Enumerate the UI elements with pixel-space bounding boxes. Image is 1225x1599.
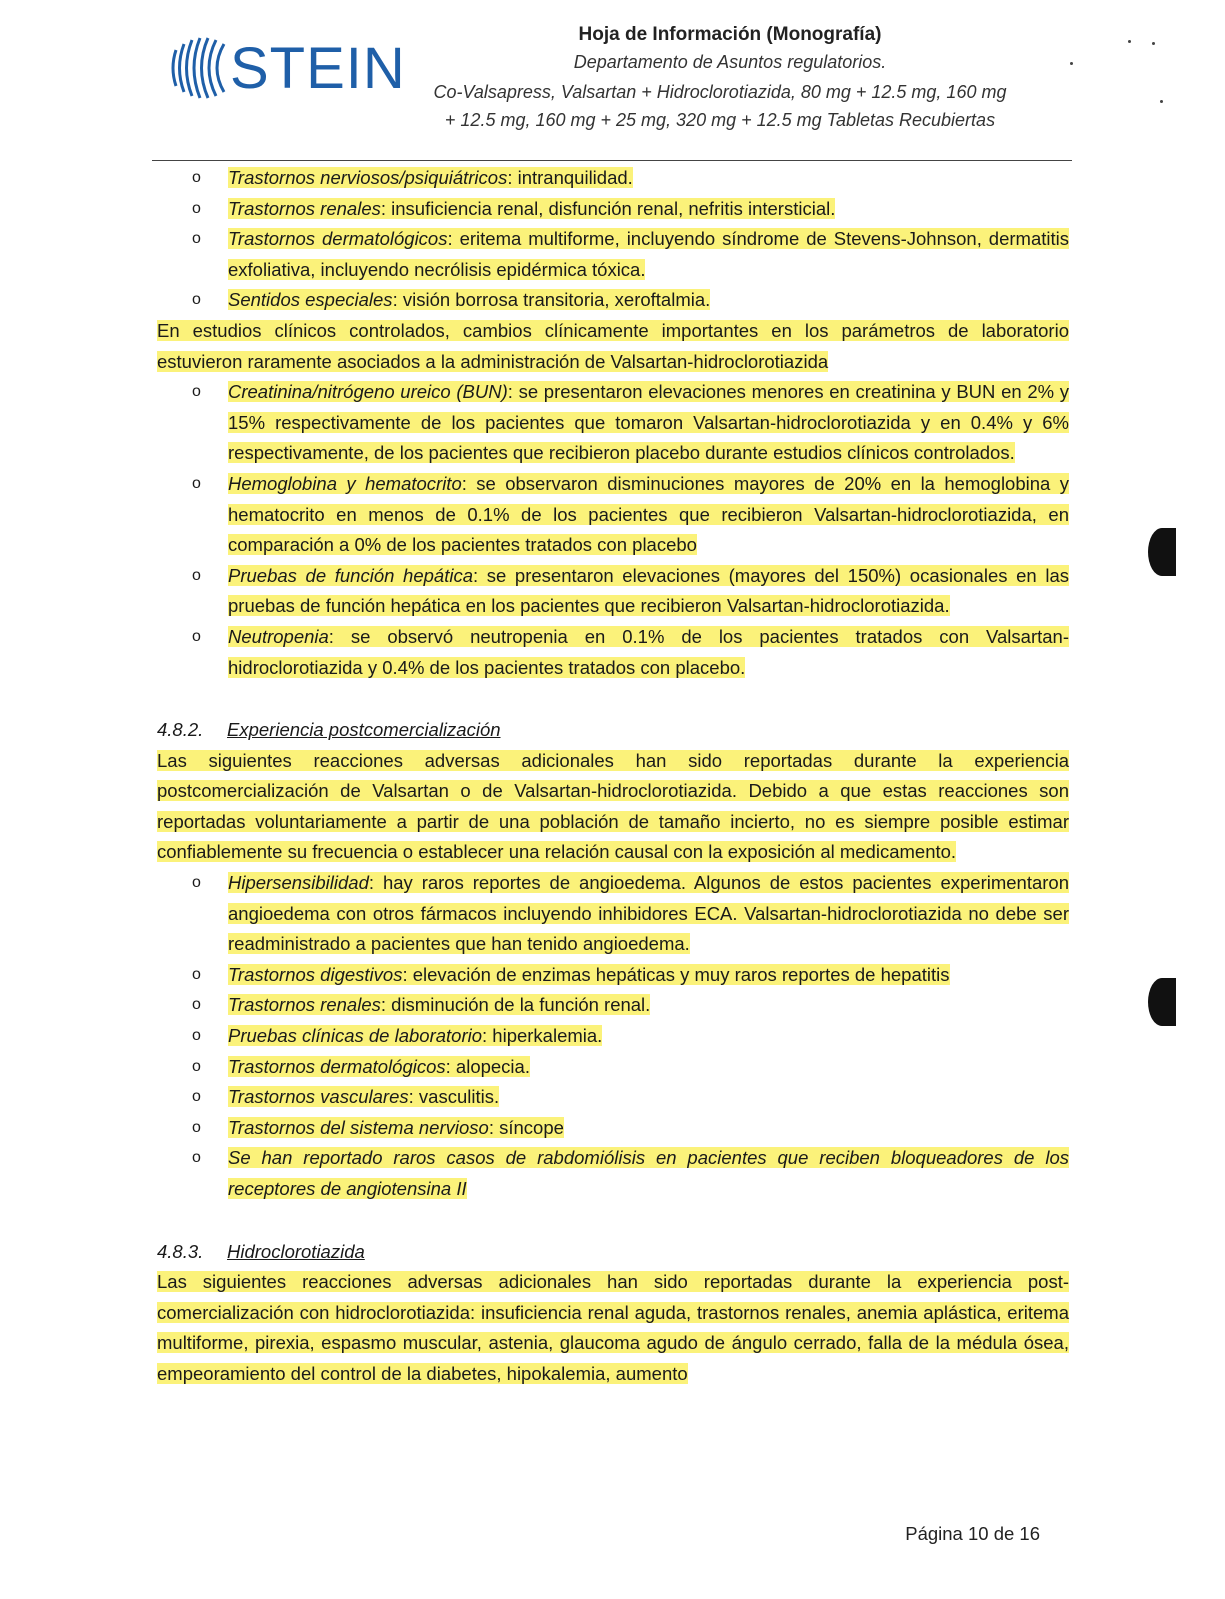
bullet-icon: o xyxy=(192,199,201,217)
product-description xyxy=(400,78,1040,134)
item-text: : se presentaron elevaciones (mayores del 150%) ocasionales en las pruebas de función hepática en los pacientes que recibieron Valsartan-hidroclorotiazida. xyxy=(228,564,1069,617)
item-text: : alopecia. xyxy=(445,1055,530,1077)
header-divider xyxy=(152,160,1072,161)
bullet-icon: o xyxy=(192,566,201,584)
list-item xyxy=(157,561,1069,622)
list-item xyxy=(157,868,1069,960)
lab-intro-paragraph: En estudios clínicos controlados, cambios clínicamente importantes en los parámetros de laboratorio estuvieron raramente asociados a la administración de Valsartan-hidroclorotiazida xyxy=(157,319,1069,372)
bullet-icon: o xyxy=(192,383,201,401)
item-text: : insuficiencia renal, disfunción renal, nefritis intersticial. xyxy=(380,197,836,219)
item-term: Pruebas de función hepática xyxy=(228,564,473,586)
list-item xyxy=(157,285,1069,316)
list-item xyxy=(157,622,1069,683)
scan-speck xyxy=(1152,42,1155,45)
scan-mark xyxy=(1148,978,1176,1026)
bullet-icon: o xyxy=(192,169,201,186)
item-term: Hipersensibilidad xyxy=(228,872,369,894)
stein-logo xyxy=(168,28,406,108)
bullet-icon: o xyxy=(192,474,201,492)
item-text: : hay raros reportes de angioedema. Algunos de estos pacientes experimentaron angioedema con otros fármacos incluyendo inhibidores ECA. Valsartan-hidroclorotiazida no debe ser readministrado a pacientes que han tenido angioedema. xyxy=(228,872,1069,955)
item-term: Trastornos dermatológicos xyxy=(228,228,448,250)
item-term: Pruebas clínicas de laboratorio xyxy=(228,1025,483,1047)
item-term: Se han reportado raros casos de rabdomiólisis en pacientes que reciben bloqueadores de los receptores de angiotensina II xyxy=(228,1147,1069,1199)
bullet-icon: o xyxy=(192,965,201,983)
item-term: Trastornos dermatológicos xyxy=(228,1055,446,1077)
bullet-icon: o xyxy=(192,1118,201,1136)
item-text: : visión borrosa transitoria, xeroftalmia. xyxy=(392,289,711,311)
list-item xyxy=(157,1113,1069,1144)
item-text: : síncope xyxy=(488,1116,564,1138)
item-term: Trastornos vasculares xyxy=(228,1086,409,1108)
item-term: Neutropenia xyxy=(228,625,329,647)
bullet-icon: o xyxy=(192,230,201,248)
list-item xyxy=(157,163,1069,194)
page-content xyxy=(157,163,1069,1390)
list-item xyxy=(157,469,1069,561)
item-text: : intranquilidad. xyxy=(507,167,633,188)
product-line-1: Co-Valsapress, Valsartan + Hidroclorotiazida, 80 mg + 12.5 mg, 160 mg xyxy=(433,82,1007,102)
logo-wordmark: STEIN xyxy=(230,36,406,101)
bullet-icon: o xyxy=(192,1149,201,1167)
item-text: : vasculitis. xyxy=(408,1086,500,1108)
list-item xyxy=(157,1082,1069,1113)
list-item xyxy=(157,224,1069,285)
item-term: Trastornos del sistema nervioso xyxy=(228,1116,489,1138)
item-text: : hiperkalemia. xyxy=(482,1025,603,1047)
list-item xyxy=(157,1052,1069,1083)
section-title: Hidroclorotiazida xyxy=(227,1240,365,1262)
list-item xyxy=(157,1021,1069,1052)
item-text: : elevación de enzimas hepáticas y muy raros reportes de hepatitis xyxy=(402,963,950,985)
item-term: Creatinina/nitrógeno ureico (BUN) xyxy=(228,381,508,403)
item-term: Trastornos renales xyxy=(228,994,381,1016)
item-text: : se observaron disminuciones mayores de 20% en la hemoglobina y hematocrito en menos de 0.1% de los pacientes que recibieron Valsartan-hidroclorotiazida, en comparación a 0% de los pacientes tratados con placebo xyxy=(228,472,1069,556)
item-text: : se presentaron elevaciones menores en creatinina y BUN en 2% y 15% respectivamente de los pacientes que tomaron Valsartan-hidroclorotiazida y en 0.4% y 6% respectivamente, de los pacientes que recibieron placebo durante estudios clínicos controlados. xyxy=(228,381,1069,464)
item-term: Sentidos especiales xyxy=(228,289,393,311)
item-text: : se observó neutropenia en 0.1% de los pacientes tratados con Valsartan-hidroclorotiazida y 0.4% de los pacientes tratados con placebo. xyxy=(228,625,1069,678)
section-heading-483 xyxy=(157,1237,1069,1268)
bullet-icon: o xyxy=(192,874,201,892)
list-item xyxy=(157,1143,1069,1204)
page-number: Página 10 de 16 xyxy=(905,1523,1040,1544)
lab-findings-list xyxy=(157,377,1069,683)
section-title: Experiencia postcomercialización xyxy=(227,719,501,741)
bullet-icon: o xyxy=(192,996,201,1014)
bullet-icon: o xyxy=(192,1027,201,1045)
bullet-icon: o xyxy=(192,1088,201,1106)
section-number: 4.8.3. xyxy=(157,1240,204,1262)
list-item xyxy=(157,194,1069,225)
section-483-intro: Las siguientes reacciones adversas adicionales han sido reportadas durante la experiencia post-comercialización con hidroclorotiazida: insuficiencia renal aguda, trastornos renales, anemia aplástica, eritema multiforme, pirexia, espasmo muscular, astenia, glaucoma agudo de ángulo cerrado, falla de la médula ósea, empeoramiento del control de la diabetes, hipokalemia, aumento xyxy=(157,1271,1069,1384)
list-item xyxy=(157,960,1069,991)
department-line: Departamento de Asuntos regulatorios. xyxy=(573,52,887,72)
item-term: Trastornos renales xyxy=(228,197,381,219)
bullet-icon: o xyxy=(192,1057,201,1075)
section-number: 4.8.2. xyxy=(157,719,204,741)
stein-logo-mark-icon xyxy=(168,28,238,108)
item-text: : eritema multiforme, incluyendo síndrome de Stevens-Johnson, dermatitis exfoliativa, incluyendo necrólisis epidérmica tóxica. xyxy=(228,228,1069,280)
item-text: : disminución de la función renal. xyxy=(380,994,651,1016)
section-heading-482 xyxy=(157,715,1069,746)
item-term: Trastornos nerviosos/psiquiátricos xyxy=(228,167,508,188)
scan-speck xyxy=(1128,40,1131,43)
scan-speck xyxy=(1070,62,1073,65)
scan-speck xyxy=(1160,100,1163,103)
product-line-2: + 12.5 mg, 160 mg + 25 mg, 320 mg + 12.5 mg Tabletas Recubiertas xyxy=(444,110,996,130)
section-482-intro: Las siguientes reacciones adversas adicionales han sido reportadas durante la experiencia postcomercialización de Valsartan o de Valsartan-hidroclorotiazida. Debido a que estas reacciones son reportadas voluntariamente a partir de una población de tamaño incierto, no es siempre posible estimar confiablemente su frecuencia o establecer una relación causal con la exposición al medicamento. xyxy=(157,749,1069,863)
scan-mark xyxy=(1148,528,1176,576)
bullet-icon: o xyxy=(192,627,201,645)
list-item xyxy=(157,990,1069,1021)
document-title: Hoja de Información (Monografía) xyxy=(578,24,882,45)
adverse-effects-list xyxy=(157,163,1069,316)
postmarketing-list xyxy=(157,868,1069,1205)
list-item xyxy=(157,377,1069,469)
item-term: Trastornos digestivos xyxy=(228,963,403,985)
bullet-icon: o xyxy=(192,291,201,309)
item-term: Hemoglobina y hematocrito xyxy=(228,472,462,494)
